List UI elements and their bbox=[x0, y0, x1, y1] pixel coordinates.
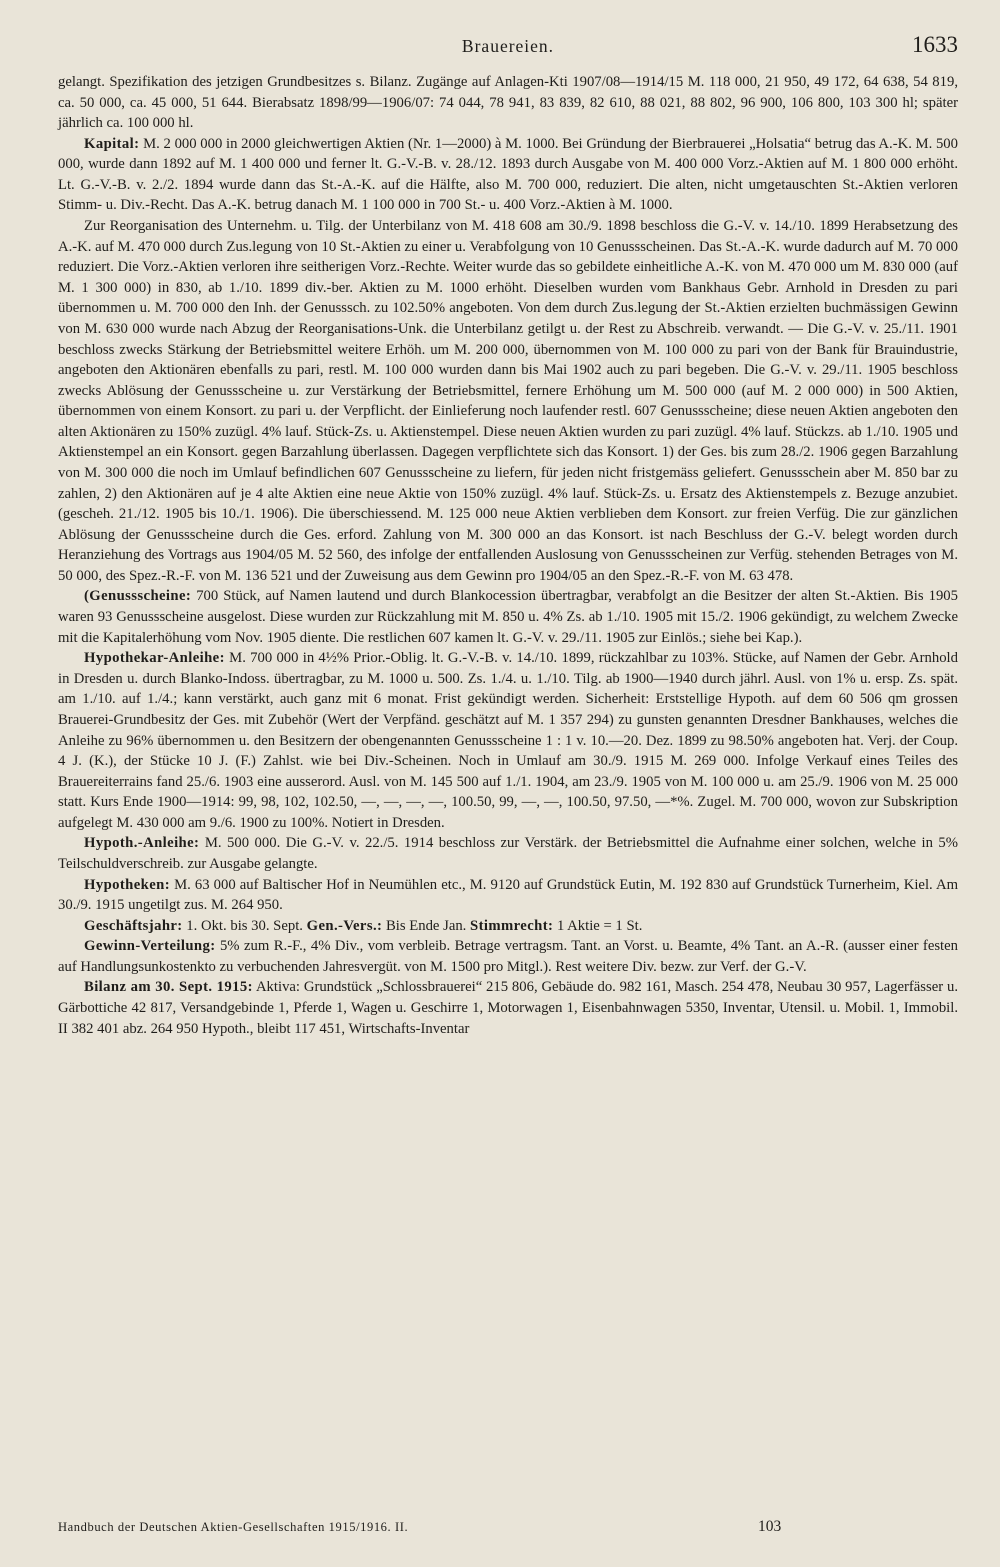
paragraph-geschaeftsjahr bbox=[58, 916, 958, 937]
paragraph-hypoth-anleihe bbox=[58, 833, 958, 874]
section-label: (Genussscheine: bbox=[84, 588, 192, 605]
document-body bbox=[58, 72, 958, 1039]
paragraph-bilanz bbox=[58, 977, 958, 1039]
section-label: Gen.-Vers.: bbox=[306, 917, 383, 934]
paragraph-hypothekar-anleihe bbox=[58, 648, 958, 833]
paragraph-text: 1. Okt. bis 30. Sept. bbox=[182, 917, 307, 934]
paragraph-reorganisation bbox=[58, 216, 958, 586]
section-label: Gewinn-Verteilung: bbox=[84, 938, 216, 955]
paragraph-text: gelangt. Spezifikation des jetzigen Grundbesitzes s. Bilanz. Zugänge auf Anlagen-Kti 1907/08—1914/15 M. 118 000, 21 950, 49 172, 64 638, 54 819, ca. 50 000, ca. 45 000, 51 644. Bierabsatz 1898/99—1906/07: 74 044, 78 941, 83 839, 82 610, 88 021, 88 802, 96 900, 106 800, 103 300 hl; später jährlich ca. 100 000 hl. bbox=[58, 74, 958, 132]
paragraph-text: Aktiva: Grundstück „Schlossbrauerei“ 215 806, Gebäude do. 982 161, Masch. 254 478, Neubau 30 957, Lagerfässer u. Gärbottiche 42 817, Versandgebinde 1, Pferde 1, Wagen u. Geschirre 1, Motorwagen 1, Eisenbahnwagen 5350, Inventar, Utensil. u. Mobil. 1, Immobil. II 382 401 abz. 264 950 Hypoth., bleibt 117 451, Wirtschafts-Inventar bbox=[58, 979, 958, 1037]
section-label: Stimmrecht: bbox=[470, 917, 554, 934]
section-label: Bilanz am 30. Sept. 1915: bbox=[84, 979, 253, 996]
paragraph-hypotheken bbox=[58, 875, 958, 916]
paragraph-text: M. 500 000. Die G.-V. v. 22./5. 1914 beschloss zur Verstärk. der Betriebsmittel die Aufnahme einer solchen, welche in 5% Teilschuldverschreib. zur Ausgabe gelangte. bbox=[58, 835, 958, 872]
paragraph-text: Zur Reorganisation des Unternehm. u. Tilg. der Unterbilanz von M. 418 608 am 30./9. 1898 beschloss die G.-V. v. 14./10. 1899 Herabsetzung des A.-K. auf M. 470 000 durch Zus.legung von 10 St.-Aktien zu einer u. Verabfolgung von 10 Genussscheinen. Das St.-A.-K. wurde dadurch auf M. 70 000 reduziert. Die Vorz.-Aktien verloren ihre seitherigen Vorz.-Rechte. Weiter wurde das so gebildete einheitliche A.-K. von M. 470 000 um M. 830 000 (auf M. 1 300 000) in 830, ab 1./10. 1899 div.-ber. Aktien zu M. 1000 erhöht. Dieselben wurden vom Bankhaus Gebr. Arnhold in Dresden zu pari übernommen u. M. 700 000 den Inh. der Genusssch. zu 102.50% angeboten. Von dem durch Zus.legung der St.-Aktien erzielten buchmässigen Gewinn von M. 630 000 wurde nach Abzug der Reorganisations-Unk. die Unterbilanz getilgt u. der Rest zu Abschreib. verwandt. — Die G.-V. v. 25./11. 1901 beschloss zwecks Stärkung der Betriebsmittel weitere Erhöh. um M. 200 000, übernommen von M. 100 000 zu pari von der Bank für Brauindustrie, angeboten den Aktionären ebenfalls zu pari, restl. M. 100 000 wurden dann bis Mai 1902 auch zu pari begeben. Die G.-V. v. 29./11. 1905 beschloss zwecks Ablösung der Genussscheine u. zur Verstärkung der Betriebsmittel, fernere Erhöhung um M. 500 000 (auf M. 2 000 000) in 500 Aktien, übernommen von einem Konsort. zu pari u. der Verpflicht. der Einlieferung noch laufender restl. 607 Genussscheine; diese neuen Aktien angeboten den alten Aktionären zu 150% zuzügl. 4% lauf. Stück-Zs. u. Aktienstempel. Diese neuen Aktien wurden zu pari zuzügl. 4% lauf. Stückzs. ab 1./10. 1905 und Aktienstempel an ein Konsort. gegen Barzahlung überlassen. Dagegen verpflichtete sich das Konsort. 1) der Ges. bis zum 28./2. 1906 gegen Barzahlung von M. 300 000 die noch im Umlauf befindlichen 607 Genussscheine zu liefern, für jeden nicht fristgemäss geliefert. Genussschein aber M. 850 bar zu zahlen, 2) den Aktionären auf je 4 alte Aktien eine neue Aktie von 150% zuzügl. 4% lauf. Stück-Zs. u. Ersatz des Aktienstempels z. Bezuge anzubiet. (gescheh. 21./12. 1905 bis 10./1. 1906). Die überschiessend. M. 125 000 neue Aktien verblieben dem Konsort. zur freien Verfüg. Die zur gänzlichen Ablösung der Genussscheine durch die Ges. erford. Zahlung von M. 300 000 an das Konsort. ist nach Beschluss der G.-V. belegt worden durch Heranziehung des Vortrags aus 1904/05 M. 52 560, des infolge der entfallenden Auslosung von Genussscheinen zur Verfüg. stehenden Betrages von M. 50 000, des Spez.-R.-F. von M. 136 521 und der Zuweisung aus dem Gewinn pro 1904/05 an den Spez.-R.-F. von M. 63 478. bbox=[58, 218, 958, 584]
section-label: Geschäftsjahr: bbox=[84, 917, 183, 934]
paragraph-text: 1 Aktie = 1 St. bbox=[553, 917, 643, 934]
section-label: Hypothekar-Anleihe: bbox=[84, 650, 225, 667]
paragraph-kapital bbox=[58, 134, 958, 216]
paragraph-land-intro bbox=[58, 72, 958, 134]
section-label: Hypotheken: bbox=[84, 876, 171, 893]
paragraph-gewinn-verteilung bbox=[58, 936, 958, 977]
section-label: Hypoth.-Anleihe: bbox=[84, 835, 200, 852]
paragraph-text: M. 2 000 000 in 2000 gleichwertigen Aktien (Nr. 1—2000) à M. 1000. Bei Gründung der Bierbrauerei „Holsatia“ betrug das A.-K. M. 500 000, wurde dann 1892 auf M. 1 400 000 und ferner lt. G.-V.-B. v. 28./12. 1893 durch Ausgabe von M. 400 000 Vorz.-Aktien auf M. 1 800 000 erhöht. Lt. G.-V.-B. v. 2./2. 1894 wurde dann das St.-A.-K. auf die Hälfte, also M. 700 000, reduziert. Die alten, nicht umgetauschten St.-Aktien verloren Stimm- u. Div.-Recht. Das A.-K. betrug danach M. 1 100 000 in 700 St.- u. 400 Vorz.-Aktien à M. 1000. bbox=[58, 135, 958, 214]
paragraph-genussscheine bbox=[58, 586, 958, 648]
paragraph-text: 700 Stück, auf Namen lautend und durch Blankocession übertragbar, verabfolgt an die Besitzer der alten St.-Aktien. Bis 1905 waren 93 Genussscheine ausgelost. Diese wurden zur Rückzahlung mit M. 850 u. 4% Zs. ab 1./10. 1905 mit 15./2. 1906 gekündigt, zu welchem Zwecke mit die Kapitalerhöhung vom Nov. 1905 diente. Die restlichen 607 kamen lt. G.-V. v. 29./11. 1905 zur Einlös.; siehe bei Kap.). bbox=[58, 588, 958, 646]
page-footer bbox=[58, 1520, 958, 1535]
paragraph-text: M. 700 000 in 4½% Prior.-Oblig. lt. G.-V.-B. v. 14./10. 1899, rückzahlbar zu 103%. Stücke, auf Namen der Gebr. Arnhold in Dresden u. durch Blanko-Indoss. übertragbar, zu M. 1000 u. 500. Zs. 1./4. u. 1./10. Tilg. ab 1900—1940 durch jährl. Ausl. von 1% u. ersp. Zs. spät. am 1./10. auf 1./4.; kann verstärkt, auch ganz mit 6 monat. Frist gekündigt werden. Sicherheit: Erststellige Hypoth. auf dem 60 506 qm grossen Brauerei-Grundbesitz der Ges. mit Zubehör (Wert der Verpfänd. geschätzt auf M. 1 357 294) zu gunsten genannten Dresdner Bankhauses, welches die Anleihe zu 96% übernommen u. den Besitzern der obengenannten Genussscheine 1 : 1 v. 10.—20. Dez. 1899 zu 98.50% angeboten hat. Verj. der Coup. 4 J. (K.), der Stücke 10 J. (F.) Zahlst. wie bei Div.-Scheinen. Noch in Umlauf am 30./9. 1915 M. 269 000. Infolge Verkauf eines Teiles des Brauereiterrains fand 25./6. 1903 eine ausserord. Ausl. von M. 145 500 auf 1./1. 1904, am 23./9. 1905 von M. 100 000 u. am 25./9. 1906 von M. 25 000 statt. Kurs Ende 1900—1914: 99, 98, 102, 102.50, —, —, —, —, 100.50, 99, —, —, 100.50, 97.50, —*%. Zugel. M. 700 000, wovon zur Subskription aufgelegt M. 430 000 am 9./6. 1900 zu 100%. Notiert in Dresden. bbox=[58, 650, 958, 831]
paragraph-text: 5% zum R.-F., 4% Div., vom verbleib. Betrage vertragsm. Tant. an Vorst. u. Beamte, 4% Tant. an A.-R. (ausser einer festen auf Handlungsunkostenkto zu verbuchenden Jahresvergüt. von M. 1500 pro Mitgl.). Rest weitere Div. bezw. zur Verf. der G.-V. bbox=[58, 938, 958, 975]
running-header bbox=[58, 34, 958, 72]
header-title: Brauereien. bbox=[461, 36, 555, 56]
sheet-number: 103 bbox=[758, 1518, 782, 1535]
paragraph-text: Bis Ende Jan. bbox=[382, 917, 471, 934]
publication-title: Handbuch der Deutschen Aktien-Gesellschaften 1915/1916. II. bbox=[58, 1520, 409, 1534]
section-label: Kapital: bbox=[84, 135, 140, 152]
page-number: 1633 bbox=[912, 32, 958, 57]
paragraph-text: M. 63 000 auf Baltischer Hof in Neumühlen etc., M. 9120 auf Grundstück Eutin, M. 192 830 auf Grundstück Turnerheim, Kiel. Am 30./9. 1915 ungetilgt zus. M. 264 950. bbox=[58, 876, 958, 914]
